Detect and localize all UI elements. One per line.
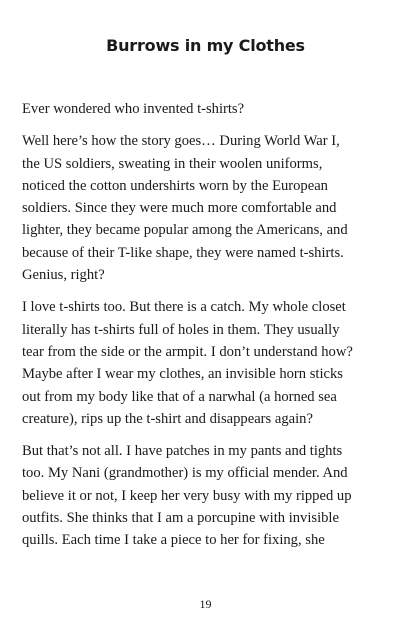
text-line: the US soldiers, sweating in their woolen uniforms, [22, 155, 323, 172]
text-line: Well here’s how the story goes… During World War I, [22, 133, 340, 150]
text-line: lighter, they became popular among the Americans, and [22, 222, 348, 239]
chapter-title: Burrows in my Clothes [106, 36, 305, 55]
paragraph [22, 440, 394, 551]
text-line: creature), rips up the t-shirt and disappears again? [22, 410, 313, 427]
paragraph [22, 130, 394, 286]
text-line: literally has t-shirts full of holes in them. They usually [22, 321, 340, 338]
text-line: because of their T-like shape, they were named t-shirts. [22, 244, 344, 261]
text-line: I love t-shirts too. But there is a catch. My whole closet [22, 299, 346, 316]
text-line: out from my body like that of a narwhal (a horned sea [22, 388, 337, 405]
text-line: But that’s not all. I have patches in my pants and tights [22, 443, 343, 460]
text-line: quills. Each time I take a piece to her for fixing, she [22, 532, 325, 549]
text-line: Maybe after I wear my clothes, an invisible horn sticks [22, 366, 343, 383]
body-text [22, 98, 394, 562]
text-line: noticed the cotton undershirts worn by the European [22, 177, 328, 194]
text-line: believe it or not, I keep her very busy with my ripped up [22, 487, 352, 504]
text-line: tear from the side or the armpit. I don’t understand how? [22, 343, 353, 360]
text-line: outfits. She thinks that I am a porcupine with invisible [22, 510, 339, 527]
text-line: soldiers. Since they were much more comfortable and [22, 200, 337, 217]
text-line: too. My Nani (grandmother) is my official mender. And [22, 465, 348, 482]
paragraph [22, 296, 394, 430]
text-line: Genius, right? [22, 267, 105, 284]
paragraph [22, 98, 394, 120]
text-line: Ever wondered who invented t-shirts? [22, 101, 245, 117]
page-number: 19 [199, 597, 212, 611]
